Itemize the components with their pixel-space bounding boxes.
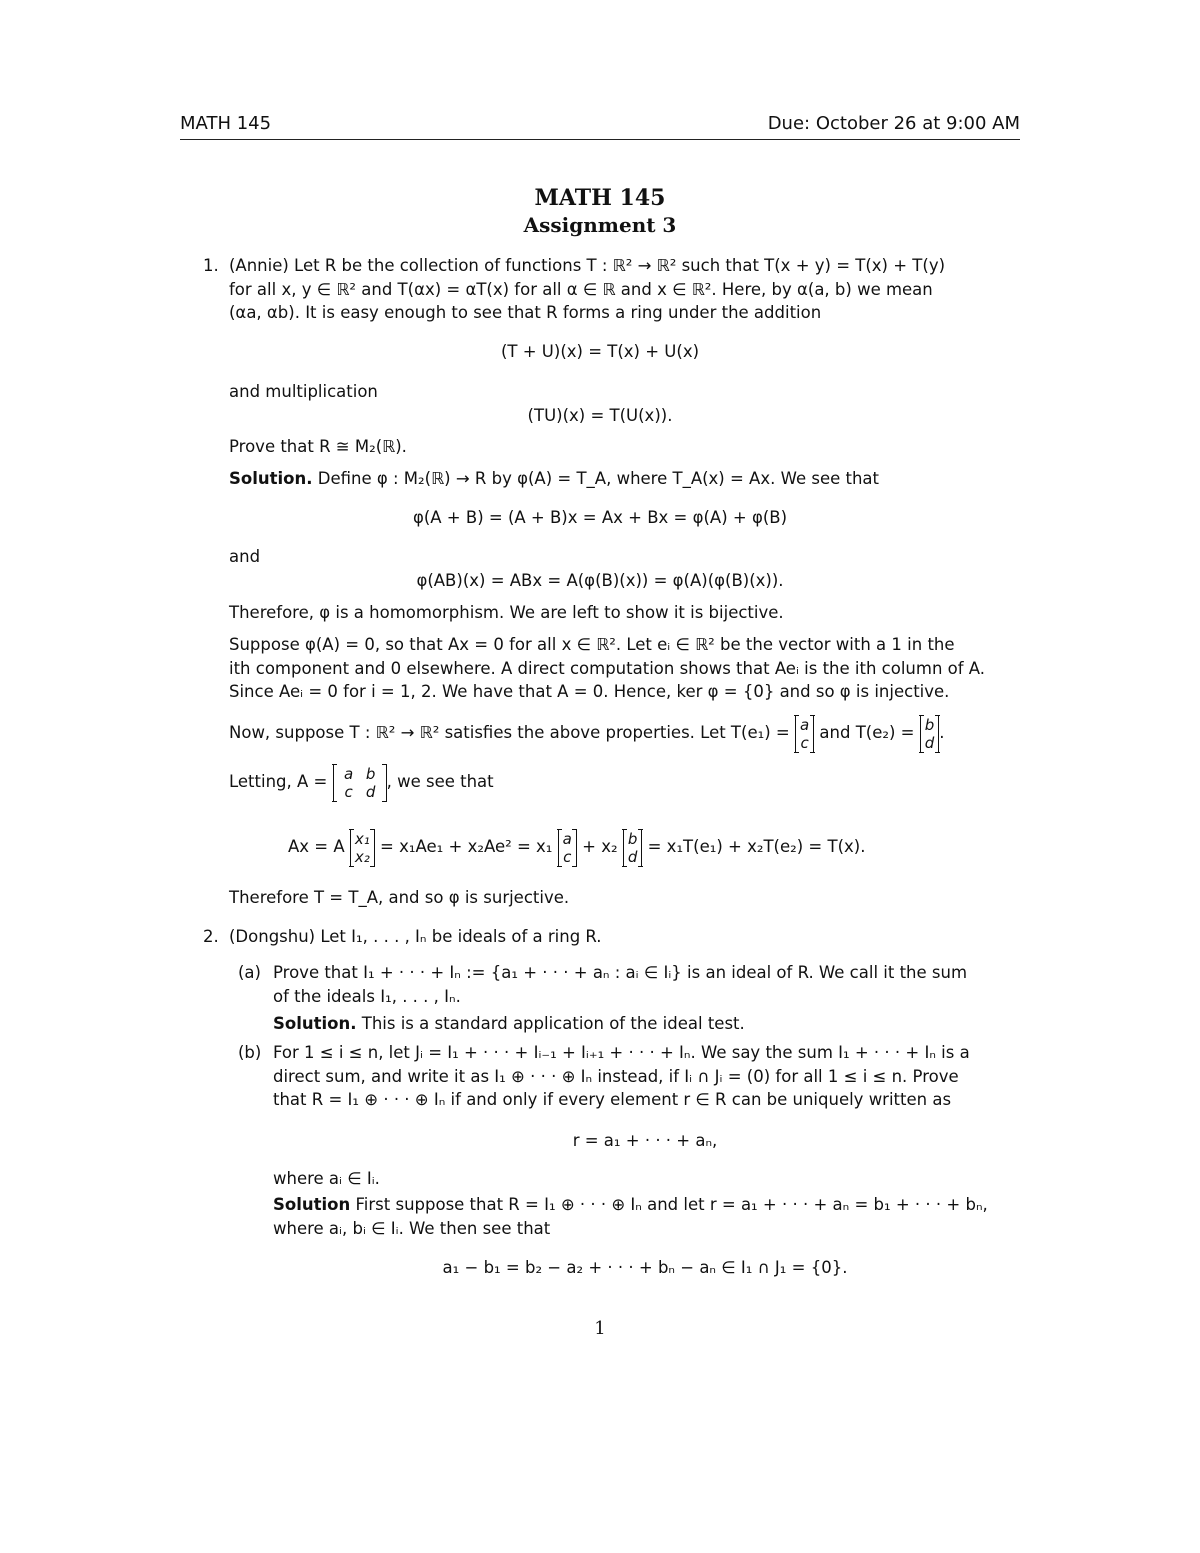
problem-1-line-2: for all x, y ∈ ℝ² and T(αx) = αT(x) for all α ∈ ℝ and x ∈ ℝ². Here, by α(a, b) we mean: [229, 280, 933, 299]
problem-2-intro: (Dongshu) Let I₁, . . . , Iₙ be ideals of a ring R.: [229, 927, 602, 946]
header-due-date: Due: October 26 at 9:00 AM: [767, 113, 1020, 134]
surjective-text-a: Now, suppose T : ℝ² → ℝ² satisfies the above properties. Let T(e₁) =: [229, 723, 790, 742]
document-title: MATH 145: [534, 185, 666, 211]
problem-1-statement: Prove that R ≅ M₂(ℝ).: [229, 437, 407, 456]
letting-text: Letting, A =: [229, 772, 328, 791]
conjunction-and: and: [229, 547, 261, 566]
part-a-solution: Solution. This is a standard application of the ideal test.: [273, 1014, 745, 1033]
where-clause: where aᵢ ∈ Iᵢ.: [273, 1169, 380, 1188]
equation-multiplication: (TU)(x) = T(U(x)).: [527, 406, 673, 425]
part-b-solution-line-2: where aᵢ, bᵢ ∈ Iᵢ. We then see that: [273, 1219, 551, 1238]
surjective-text-b: and T(e₂) =: [819, 723, 915, 742]
equation-additivity: φ(A + B) = (A + B)x = Ax + Bx = φ(A) + φ(B): [412, 508, 788, 527]
part-b-line-3: that R = I₁ ⊕ · · · ⊕ Iₙ if and only if every element r ∈ R can be uniquely written as: [273, 1090, 952, 1109]
problem-1-line-3: (αa, αb). It is easy enough to see that R forms a ring under the addition: [229, 303, 822, 322]
column-vector-b-d: b d: [920, 715, 940, 753]
header-course: MATH 145: [180, 113, 272, 134]
part-b-line-1: For 1 ≤ i ≤ n, let Jᵢ = I₁ + · · · + Iᵢ₋₁ + Iᵢ₊₁ + · · · + Iₙ. We say the sum I₁ + · · · + Iₙ is a: [273, 1043, 970, 1062]
surjective-conclusion: Therefore T = T_A, and so φ is surjective.: [229, 888, 570, 907]
part-b-solution-line-1: Solution First suppose that R = I₁ ⊕ · · · ⊕ Iₙ and let r = a₁ + · · · + aₙ = b₁ + · · · + bₙ,: [273, 1195, 988, 1214]
we-see-that-text: , we see that: [386, 772, 494, 791]
part-a-line-2: of the ideals I₁, . . . , Iₙ.: [273, 987, 461, 1006]
problem-2-number: 2.: [203, 927, 219, 946]
matrix-a: a b c d: [333, 764, 387, 802]
solution-1-text: Define φ : M₂(ℝ) → R by φ(A) = T_A, where T_A(x) = Ax. We see that: [317, 469, 879, 488]
part-b-label: (b): [238, 1043, 262, 1062]
vector-x: x₁ x₂: [350, 829, 375, 867]
part-a-label: (a): [238, 963, 261, 982]
vector-a-c: a c: [558, 829, 577, 867]
equation-multiplicativity: φ(AB)(x) = ABx = A(φ(B)(x)) = φ(A)(φ(B)(x)).: [416, 571, 784, 590]
vector-b-d: b d: [623, 829, 643, 867]
page-number: 1: [594, 1318, 606, 1339]
problem-1-line-1: (Annie) Let R be the collection of functions T : ℝ² → ℝ² such that T(x + y) = T(x) + T(y): [229, 256, 946, 275]
running-header: [180, 113, 1020, 140]
homomorphism-conclusion: Therefore, φ is a homomorphism. We are left to show it is bijective.: [229, 603, 784, 622]
column-vector-a-c: a c: [795, 715, 814, 753]
equation-ax-expansion: Ax = A x₁ x₂ = x₁Ae₁ + x₂Ae² = x₁ a c + x₂ b d = x₁T(e₁) + x₂T(e₂) = T(x).: [288, 829, 866, 866]
solution-1-intro: [229, 468, 879, 490]
injective-line-3: Since Aeᵢ = 0 for i = 1, 2. We have that A = 0. Hence, ker φ = {0} and so φ is injective.: [229, 682, 950, 701]
equation-r-decomposition: r = a₁ + · · · + aₙ,: [572, 1131, 718, 1150]
surjective-line-2: [229, 760, 494, 804]
problem-1-number: 1.: [203, 256, 219, 275]
injective-line-2: ith component and 0 elsewhere. A direct computation shows that Aeᵢ is the ith column of A.: [229, 659, 986, 678]
injective-line-1: Suppose φ(A) = 0, so that Ax = 0 for all x ∈ ℝ². Let eᵢ ∈ ℝ² be the vector with a 1 in the: [229, 635, 955, 654]
part-a-line-1: Prove that I₁ + · · · + Iₙ := {a₁ + · · · + aₙ : aᵢ ∈ Iᵢ} is an ideal of R. We call it the sum: [273, 963, 968, 982]
surjective-line-1: Now, suppose T : ℝ² → ℝ² satisfies the above properties. Let T(e₁) = a c and T(e₂) = b d .: [229, 715, 945, 752]
part-b-line-2: direct sum, and write it as I₁ ⊕ · · · ⊕ Iₙ instead, if Iᵢ ∩ Jᵢ = (0) for all 1 ≤ i ≤ n. Prove: [273, 1067, 959, 1086]
equation-final: a₁ − b₁ = b₂ − a₂ + · · · + bₙ − aₙ ∈ I₁ ∩ J₁ = {0}.: [442, 1258, 848, 1277]
multiplication-label: and multiplication: [229, 382, 378, 401]
equation-addition: (T + U)(x) = T(x) + U(x): [500, 342, 700, 361]
assignment-subtitle: Assignment 3: [523, 213, 677, 237]
solution-label: Solution.: [273, 1014, 357, 1033]
solution-label: Solution.: [229, 469, 313, 488]
solution-label: Solution: [273, 1195, 351, 1214]
